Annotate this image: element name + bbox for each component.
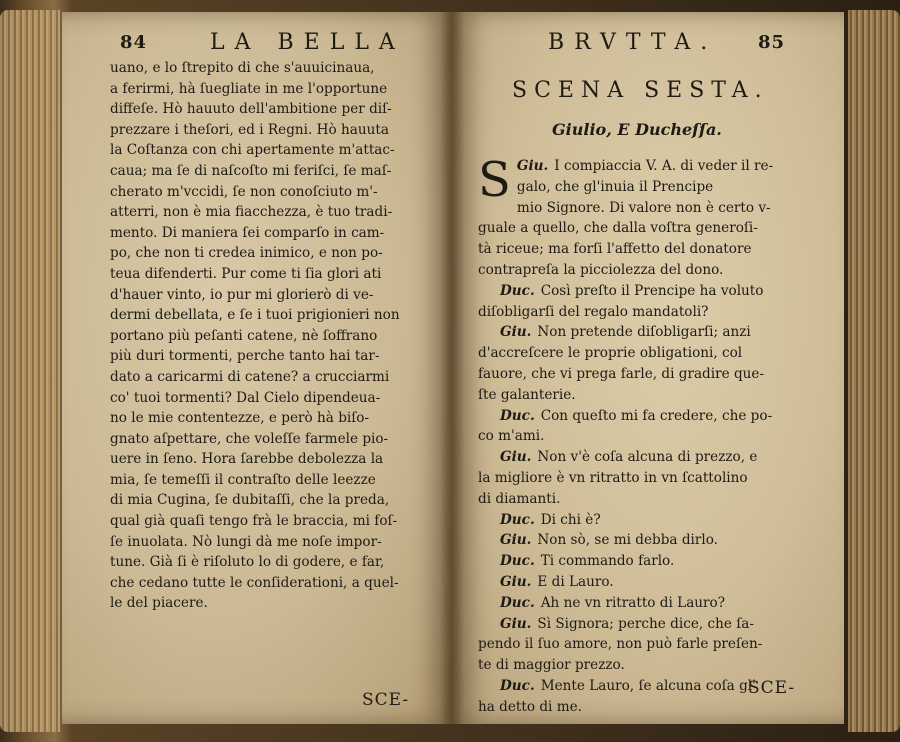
speaker-name: Duc. [500, 553, 535, 570]
speaker-name: Giu. [500, 573, 532, 590]
text-line: a ferirmi, hà ſuegliate in me l'opportune [110, 80, 388, 97]
text-line: dato a caricarmi di catene? a crucciarmi [110, 368, 390, 385]
line-text: ha detto di me. [478, 698, 582, 715]
line-text: co m'ami. [478, 428, 545, 445]
speaker-name: Giu. [516, 158, 549, 174]
text-line: di mia Cugina, ſe dubitaſſi, che la preda, [110, 492, 390, 509]
scene-characters: Giulio, E Ducheſſa. [552, 120, 722, 139]
line-text: I compiaccia V. A. di veder il re- [554, 158, 774, 174]
scene-title: SCENA SESTA. [512, 78, 769, 103]
line-text: fauore, che vi prega farle, di gradire que- [478, 365, 765, 382]
text-line: gnato aſpettare, che voleſſe farmele pio- [110, 430, 389, 447]
text-line: teua difenderti. Pur come ti ſia glori ati [110, 265, 382, 282]
line-text: contrapreſa la picciolezza del dono. [478, 261, 724, 278]
catchword: SCE- [362, 690, 410, 710]
dialogue-line [478, 614, 834, 635]
line-text: diſobligarſi del regalo mandatoli? [478, 303, 709, 320]
text-line: ſe inuolata. Nò lungi dà me noſe impor- [110, 533, 382, 550]
book-edge-left [0, 10, 60, 732]
line-text: tà riceue; ma forſi l'affetto del donatore [478, 241, 752, 258]
speaker-name: Duc. [500, 407, 535, 424]
line-text: E di Lauro. [537, 573, 614, 590]
speaker-name: Duc. [500, 282, 535, 299]
dialogue-line [478, 343, 834, 364]
dialogue-line [478, 572, 834, 593]
line-text: mio Signore. Di valore non è certo v- [516, 199, 771, 216]
text-line: diffeſe. Hò hauuto dell'ambitione per diſ- [110, 101, 392, 118]
dialogue-line [478, 510, 834, 531]
dialogue-line [478, 634, 834, 655]
left-text-block [110, 58, 440, 614]
running-header: LA BELLA [210, 30, 405, 55]
dialogue-line [478, 260, 834, 281]
dialogue-line [517, 198, 834, 219]
line-text: Di chi è? [540, 511, 601, 528]
dialogue-line [478, 530, 834, 551]
text-line: caua; ma ſe di naſcoſto mi feriſci, ſe maſ- [110, 162, 392, 179]
line-text: Con queſto mi fa credere, che po- [540, 407, 773, 424]
text-line: cherato m'vccidi, ſe non conoſciuto m'- [110, 183, 378, 200]
text-line: qual già quaſi tengo frà le braccia, mi foſ- [110, 513, 398, 530]
text-line: tune. Già ſi è riſoluto lo di godere, e far, [110, 554, 385, 571]
dialogue-line [478, 551, 834, 572]
dialogue-line [478, 468, 834, 489]
text-line: co' tuoi tormenti? Dal Cielo dipendeua- [110, 389, 381, 406]
text-line: dermi debellata, e ſe i tuoi prigionieri non [110, 307, 400, 324]
right-text-block [478, 152, 834, 718]
dialogue-line [517, 177, 834, 198]
dialogue-line [478, 655, 834, 676]
text-line: no le mie contentezze, e però hà biſo- [110, 410, 370, 427]
dialogue-line [478, 322, 834, 343]
text-line: la Coſtanza con chi apertamente m'attac- [110, 142, 395, 159]
line-text: Sì Signora; perche dice, che ſa- [537, 615, 754, 632]
dialogue-line [478, 239, 834, 260]
dialogue-line [478, 218, 834, 239]
line-text: guale a quello, che dalla voſtra generoſi- [478, 220, 758, 237]
line-text: d'accreſcere le proprie obligationi, col [478, 345, 743, 362]
line-text: la migliore è vn ritratto in vn ſcattolino [478, 469, 748, 486]
line-text: te di maggior prezzo. [478, 657, 625, 674]
line-text: Ah ne vn ritratto di Lauro? [540, 594, 726, 611]
dialogue-line [478, 447, 834, 468]
page-number: 85 [758, 32, 786, 53]
text-line: atterri, non è mia fiacchezza, è tuo tradi- [110, 204, 393, 221]
text-line: uano, e lo ſtrepito di che s'auuicinaua, [110, 60, 375, 76]
line-text: Mente Lauro, ſe alcuna coſa gl' [540, 677, 756, 694]
dialogue-line [478, 364, 834, 385]
text-line: uere in ſeno. Hora ſarebbe debolezza la [110, 451, 384, 468]
page-number: 84 [120, 32, 148, 53]
text-line: mento. Di maniera ſei comparſo in cam- [110, 224, 385, 241]
dialogue-line [517, 156, 834, 177]
line-text: Non pretende diſobligarſi; anzi [537, 324, 751, 341]
book-gutter [440, 12, 464, 724]
text-line: portano più peſanti catene, nè ſoffrano [110, 327, 378, 344]
speaker-name: Giu. [500, 449, 532, 466]
text-line: po, che non ti credea inimico, e non po- [110, 245, 383, 262]
speaker-name: Giu. [500, 532, 532, 549]
text-line: più duri tormenti, perche tanto hai tar- [110, 348, 380, 365]
dialogue-line [478, 302, 834, 323]
dialogue-line [478, 385, 834, 406]
speaker-name: Giu. [500, 324, 532, 341]
speaker-name: Duc. [500, 677, 535, 694]
line-text: pendo il ſuo amore, non può farle preſen- [478, 636, 763, 653]
speaker-name: Duc. [500, 594, 535, 611]
left-page [62, 12, 452, 724]
dialogue-line [478, 489, 834, 510]
text-line: mia, ſe temeſſi il contraſto delle leezze [110, 471, 376, 488]
dialogue-line [478, 593, 834, 614]
dialogue-line [478, 426, 834, 447]
catchword: SCE- [748, 678, 796, 698]
line-text: di diamanti. [478, 490, 561, 507]
text-line: le del piacere. [110, 595, 208, 612]
speaker-name: Duc. [500, 511, 535, 528]
line-text: Così preſto il Prencipe ha voluto [540, 282, 764, 299]
dialogue-line [478, 697, 834, 718]
running-header: BRVTTA. [548, 30, 718, 55]
line-text: Non sò, se mi debba dirlo. [537, 532, 718, 549]
text-line: d'hauer vinto, io pur mi glorierò di ve- [110, 286, 374, 303]
drop-cap: S [478, 152, 511, 208]
line-text: ſte galanterie. [478, 386, 576, 403]
text-line: che cedano tutte le conſiderationi, a quel- [110, 574, 399, 591]
line-text: Non v'è coſa alcuna di prezzo, e [537, 449, 758, 466]
line-text: galo, che gl'inuia il Prencipe [516, 178, 714, 195]
right-page [452, 12, 844, 724]
dialogue-line [478, 281, 834, 302]
line-text: Ti commando farlo. [540, 553, 675, 570]
dialogue-line [478, 406, 834, 427]
text-line: prezzare i theſori, ed i Regni. Hò hauuta [110, 121, 389, 138]
book-edge-right [848, 10, 900, 732]
speaker-name: Giu. [500, 615, 532, 632]
